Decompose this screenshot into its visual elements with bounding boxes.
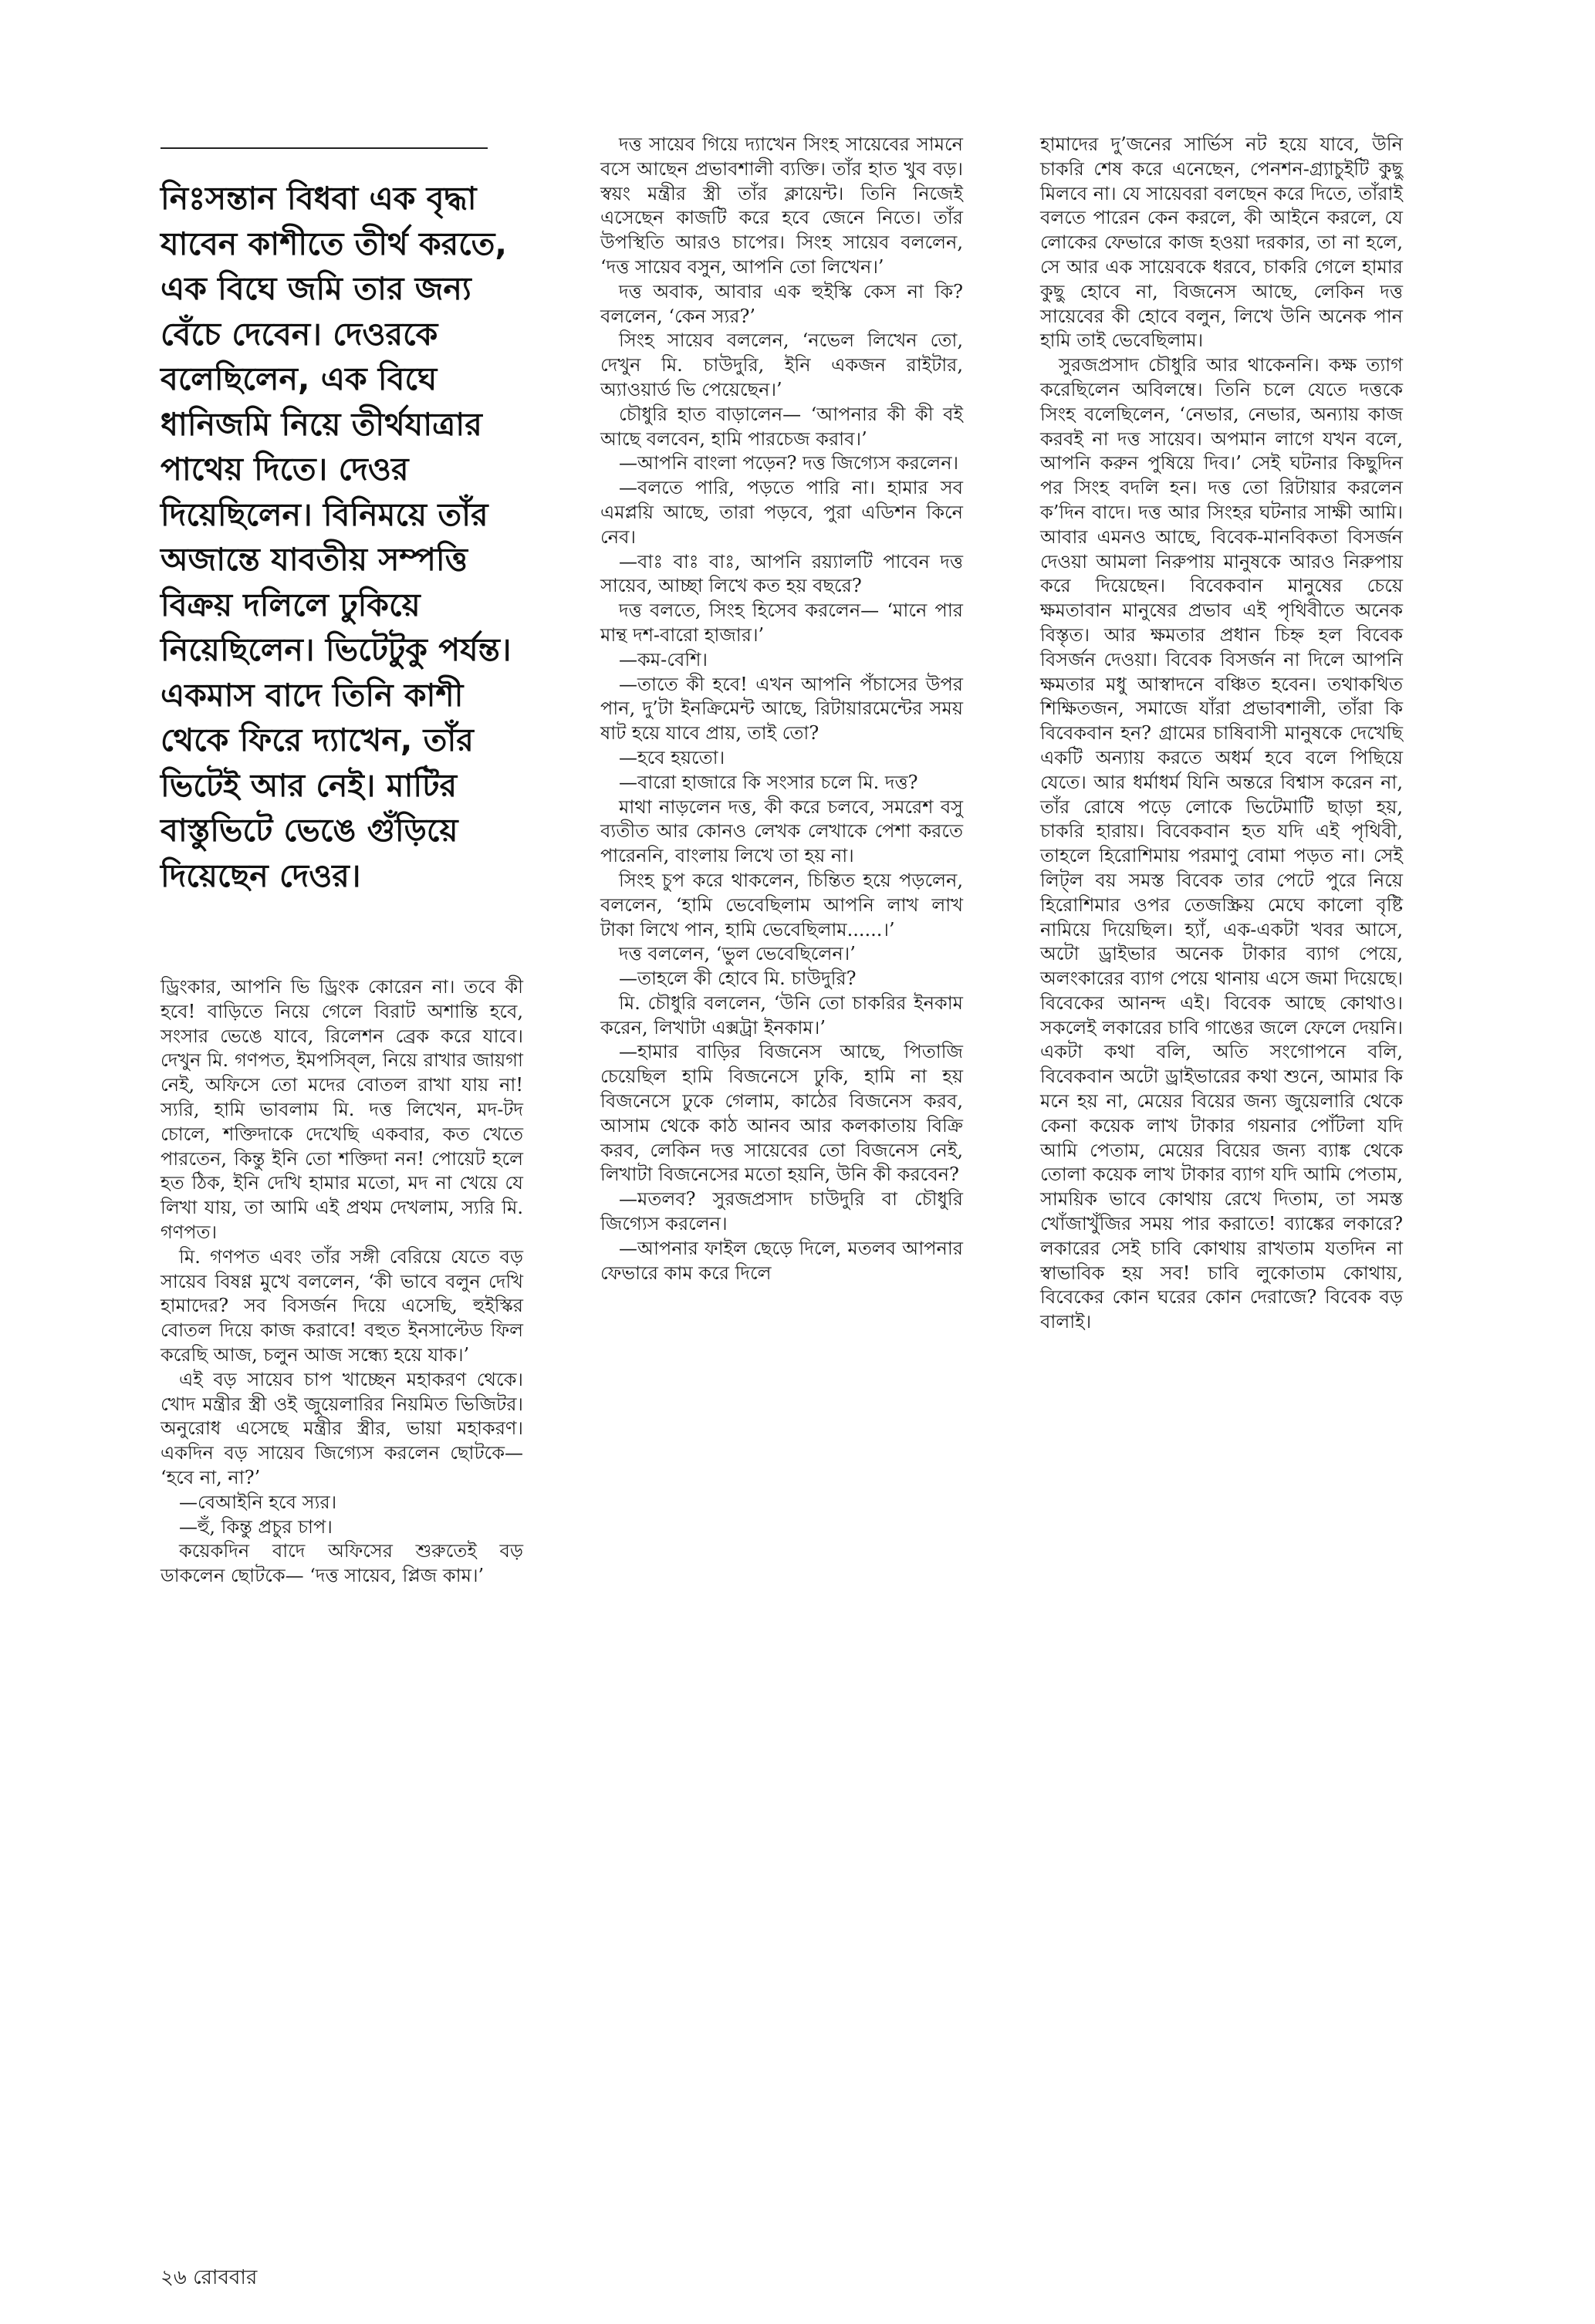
paragraph: দত্ত অবাক, আবার এক হুইস্কি কেস না কি? বললেন, ‘কেন স্যর?’	[600, 280, 963, 327]
paragraph: কয়েকদিন বাদে অফিসের শুরুতেই বড় ডাকলেন ছোটকে— ‘দত্ত সায়েব, প্লিজ কাম।’	[161, 1540, 523, 1587]
paragraph: —বারো হাজারে কি সংসার চলে মি. দত্ত?	[619, 771, 918, 793]
paragraph: হামাদের দু’জনের সার্ভিস নট হয়ে যাবে, উনি চাকরি শেষ করে এনেছেন, পেনশন-গ্র্যাচুইটি কুছু মিলবে না। যে সায়েবরা বলছেন করে দিতে, তাঁরাই বলতে পারেন কেন করলে, কী আইনে করলে, যে লোকের ফেভারে কাজ হওয়া দরকার, তা না হলে, সে আর এক সায়েবকে ধরবে, চাকরি গেলে হামার কুছু হোবে না, বিজনেস আছে, লেকিন দত্ত সায়েবের কী হোবে বলুন, লিখে উনি অনেক পান হামি তাই ভেবেছিলাম।	[1040, 133, 1403, 352]
paragraph: —আপনি বাংলা পড়েন? দত্ত জিগ্যেস করলেন।	[619, 452, 959, 475]
paragraph: মি. চৌধুরি বললেন, ‘উনি তো চাকরির ইনকাম করেন, লিখাটা এক্সট্রা ইনকাম।’	[600, 991, 963, 1039]
paragraph: চৌধুরি হাত বাড়ালেন— ‘আপনার কী কী বই আছে বলবেন, হামি পারচেজ করাব।’	[600, 403, 963, 450]
paragraph: —বেআইনি হবে স্যর।	[179, 1491, 337, 1513]
paragraph: —তাহলে কী হোবে মি. চাউদুরি?	[619, 968, 857, 990]
paragraph: —কম-বেশি।	[619, 648, 708, 671]
paragraph: মাথা নাড়লেন দত্ত, কী করে চলবে, সমরেশ বসু ব্যতীত আর কোনও লেখক লেখাকে পেশা করতে পারেননি, বাংলায় লিখে তা হয় না।	[600, 795, 963, 867]
paragraph: —মতলব? সুরজপ্রসাদ চাউদুরি বা চৌধুরি জিগ্যেস করলেন।	[600, 1188, 963, 1235]
paragraph: এই বড় সায়েব চাপ খাচ্ছেন মহাকরণ থেকে। খোদ মন্ত্রীর স্ত্রী ওই জুয়েলারির নিয়মিত ভিজিটর। অনুরোধ এসেছে মন্ত্রীর স্ত্রীর, ভায়া মহাকরণ। একদিন বড় সায়েব জিগ্যেস করলেন ছোটকে— ‘হবে না, না?’	[161, 1368, 523, 1488]
pullquote	[161, 176, 523, 898]
paragraph: সিংহ চুপ করে থাকলেন, চিন্তিত হয়ে পড়লেন, বললেন, ‘হামি ভেবেছিলাম আপনি লাখ লাখ টাকা লিখে পান, হামি ভেবেছিলাম......।’	[600, 869, 963, 941]
page-folio: ২৬ রোববার	[161, 2266, 258, 2289]
paragraph: সিংহ সায়েব বললেন, ‘নভেল লিখেন তো, দেখুন মি. চাউদুরি, ইনি একজন রাইটার, অ্যাওয়ার্ড ভি পেয়েছেন।’	[600, 329, 963, 400]
paragraph: দত্ত বলতে, সিংহ হিসেব করলেন— ‘মানে পার মান্থ দশ-বারো হাজার।’	[600, 600, 963, 646]
paragraph: দত্ত সায়েব গিয়ে দ্যাখেন সিংহ সায়েবের সামনে বসে আছেন প্রভাবশালী ব্যক্তি। তাঁর হাত খুব বড়। স্বয়ং মন্ত্রীর স্ত্রী তাঁর ক্লায়েন্ট। তিনি নিজেই এসেছেন কাজটি করে হবে জেনে নিতে। তাঁর উপস্থিতি আরও চাপের। সিংহ সায়েব বললেন, ‘দত্ত সায়েব বসুন, আপনি তো লিখেন।’	[600, 133, 963, 278]
paragraph: —বলতে পারি, পড়তে পারি না। হামার সব এমপ্লয়ি আছে, তারা পড়বে, পুরা এডিশন কিনে নেব।	[600, 477, 963, 548]
paragraph: —হুঁ, কিন্তু প্রচুর চাপ।	[179, 1515, 333, 1538]
paragraph: ড্রিংকার, আপনি ভি ড্রিংক কোরেন না। তবে কী হবে! বাড়িতে নিয়ে গেলে বিরাট অশান্তি হবে, সংসার ভেঙে যাবে, রিলেশন ব্রেক করে যাবে। দেখুন মি. গণপত, ইমপসিব্‌ল, নিয়ে রাখার জায়গা নেই, অফিসে তো মদের বোতল রাখা যায় না! স্যরি, হামি ভাবলাম মি. দত্ত লিখেন, মদ-টদ চোলে, শক্তিদাকে দেখেছি একবার, কত খেতে পারতেন, কিন্তু ইনি তো শক্তিদা নন! পোয়েট হলে হত ঠিক, ইনি দেখি হামার মতো, মদ না খেয়ে যে লিখা যায়, তা আমি এই প্রথম দেখলাম, স্যরি মি. গণপত।	[161, 976, 523, 1243]
paragraph: দত্ত বললেন, ‘ভুল ভেবেছিলেন।’	[619, 943, 856, 965]
paragraph: —বাঃ বাঃ বাঃ, আপনি রয়্যালটি পাবেন দত্ত সায়েব, আচ্ছা লিখে কত হয় বছরে?	[600, 550, 963, 597]
pullquote-rule	[161, 147, 488, 149]
paragraph: সুরজপ্রসাদ চৌধুরি আর থাকেননি। কক্ষ ত্যাগ করেছিলেন অবিলম্বে। তিনি চলে যেতে দত্তকে সিংহ বলেছিলেন, ‘নেভার, নেভার, অন্যায় কাজ করবই না দত্ত সায়েব। অপমান লাগে যখন বলে, আপনি করুন পুষিয়ে দিব।’ সেই ঘটনার কিছুদিন পর সিংহ বদলি হন। দত্ত তো রিটায়ার করলেন ক’দিন বাদে। দত্ত আর সিংহর ঘটনার সাক্ষী আমি। আবার এমনও আছে, বিবেক-মানবিকতা বিসর্জন দেওয়া আমলা নিরুপায় মানুষকে আরও নিরুপায় করে দিয়েছেন। বিবেকবান মানুষের চেয়ে ক্ষমতাবান মানুষের প্রভাব এই পৃথিবীতে অনেক বিস্তৃত। আর ক্ষমতার প্রধান চিহ্ন হল বিবেক বিসর্জন দেওয়া। বিবেক বিসর্জন না দিলে আপনি ক্ষমতার মধু আস্বাদনে বঞ্চিত হবেন। তথাকথিত শিক্ষিতজন, সমাজে যাঁরা প্রভাবশালী, তাঁরা কি বিবেকবান হন? গ্রামের চাষিবাসী মানুষকে দেখেছি একটি অন্যায় করতে অধর্ম হবে বলে পিছিয়ে যেতে। আর ধর্মাধর্ম যিনি অন্তরে বিশ্বাস করেন না, তাঁর রোষে পড়ে লোকে ভিটেমাটি ছাড়া হয়, চাকরি হারায়। বিবেকবান হত যদি এই পৃথিবী, তাহলে হিরোশিমায় পরমাণু বোমা পড়ত না। সেই লিট্‌ল বয় সমস্ত বিবেক তার পেটে পুরে নিয়ে হিরোশিমার ওপর তেজস্ক্রিয় মেঘে কালো বৃষ্টি নামিয়ে দিয়েছিল। হ্যাঁ, এক-একটা খবর আসে, অটো ড্রাইভার অনেক টাকার ব্যাগ পেয়ে, অলংকারের ব্যাগ পেয়ে থানায় এসে জমা দিয়েছে। বিবেকের আনন্দ এই। বিবেক আছে কোথাও। সকলেই লকারের চাবি গাঙের জলে ফেলে দেয়নি। একটা কথা বলি, অতি সংগোপনে বলি, বিবেকবান অটো ড্রাইভারের কথা শুনে, আমার কি মনে হয় না, মেয়ের বিয়ের জন্য জুয়েলারি থেকে কেনা কয়েক লাখ টাকার গয়নার পোঁটলা যদি আমি পেতাম, মেয়ের বিয়ের জন্য ব্যাঙ্ক থেকে তোলা কয়েক লাখ টাকার ব্যাগ যদি আমি পেতাম, সাময়িক ভাবে কোথায় রেখে দিতাম, তা সমস্ত খোঁজাখুঁজির সময় পার করাতে! ব্যাঙ্কের লকারে? লকারের সেই চাবি কোথায় রাখতাম যতদিন না স্বাভাবিক হয় সব! চাবি লুকোতাম কোথায়, বিবেকের কোন ঘরের কোন দেরাজে? বিবেক বড় বালাই।	[1040, 354, 1403, 1333]
paragraph: —হবে হয়তো।	[619, 746, 725, 768]
paragraph: —আপনার ফাইল ছেড়ে দিলে, মতলব আপনার ফেভারে কাম করে দিলে	[600, 1237, 963, 1284]
paragraph: —তাতে কী হবে! এখন আপনি পঁচাসের উপর পান, দু’টা ইনক্রিমেন্ট আছে, রিটায়ারমেন্টের সময় ষাট হয়ে যাবে প্রায়, তাই তো?	[600, 673, 963, 745]
article-column-3	[1040, 133, 1403, 1335]
article-column-2	[600, 133, 963, 1285]
paragraph: —হামার বাড়ির বিজনেস আছে, পিতাজি চেয়েছিল হামি বিজনেসে ঢুকি, হামি না হয় বিজনেসে ঢুকে গেলাম, কাঠের বিজনেস করব, আসাম থেকে কাঠ আনব আর কলকাতায় বিক্রি করব, লেকিন দত্ত সায়েবের তো বিজনেস নেই, লিখাটা বিজনেসের মতো হয়নি, উনি কী করবেন?	[600, 1041, 963, 1186]
paragraph: মি. গণপত এবং তাঁর সঙ্গী বেরিয়ে যেতে বড় সায়েব বিষণ্ণ মুখে বললেন, ‘কী ভাবে বলুন দেখি হামাদের? সব বিসর্জন দিয়ে এসেছি, হুইস্কির বোতল দিয়ে কাজ করাবে! বহুত ইনসাল্টেড ফিল করেছি আজ, চলুন আজ সন্ধ্যে হয়ে যাক।’	[161, 1245, 523, 1366]
article-column-1	[161, 975, 523, 1589]
pullquote-text: নিঃসন্তান বিধবা এক বৃদ্ধা যাবেন কাশীতে তীর্থ করতে, এক বিঘে জমি তার জন্য বেঁচে দেবেন। দেওরকে বলেছিলেন, এক বিঘে ধানিজমি নিয়ে তীর্থযাত্রার পাথেয় দিতে। দেওর দিয়েছিলেন। বিনিময়ে তাঁর অজান্তে যাবতীয় সম্পত্তি বিক্রয় দলিলে ঢুকিয়ে নিয়েছিলেন। ভিটেটুকু পর্যন্ত। একমাস বাদে তিনি কাশী থেকে ফিরে দ্যাখেন, তাঁর ভিটেই আর নেই। মাটির বাস্তুভিটে ভেঙে গুঁড়িয়ে দিয়েছেন দেওর।	[161, 180, 512, 894]
